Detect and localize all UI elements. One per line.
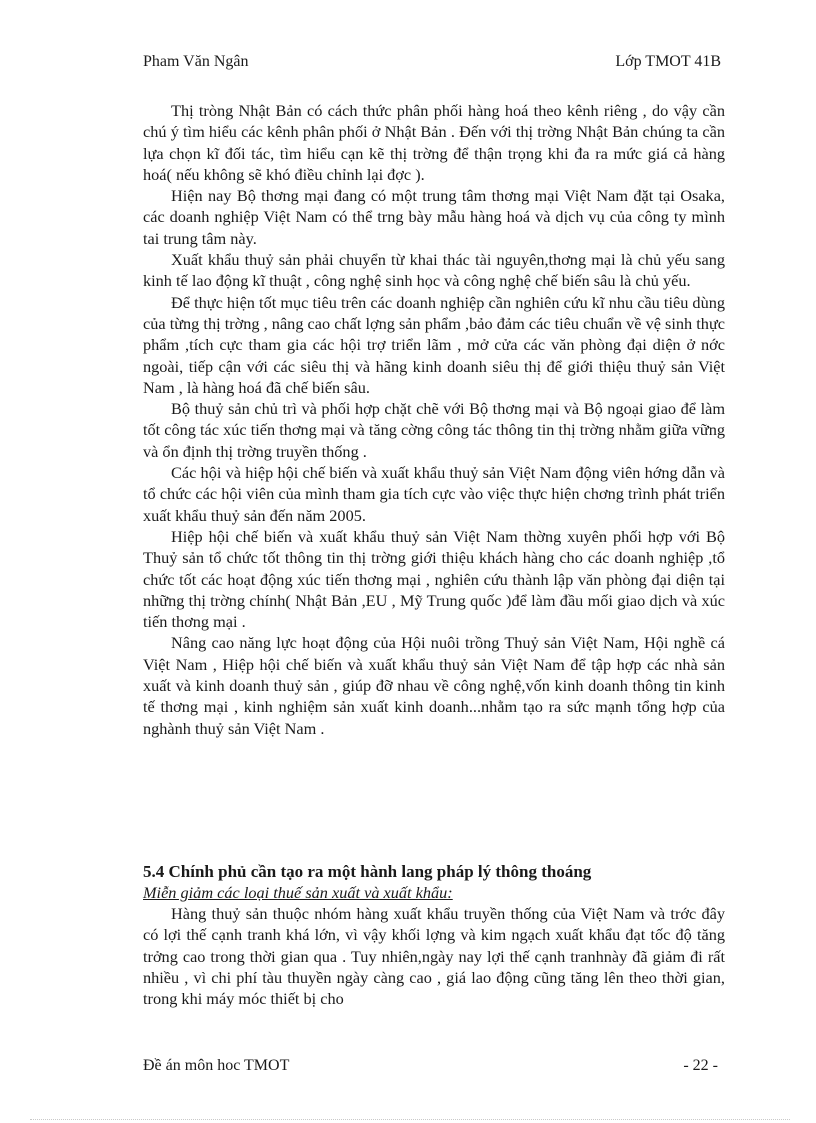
paragraph: Hiện nay Bộ thơng mại đang có một trung tâm thơng mại Việt Nam đặt tại Osaka, các doanh nghiệp Việt Nam có thể trng bày mẫu hàng hoá và dịch vụ của công ty mình tai trung tâm này. (143, 186, 725, 248)
paragraph: Bộ thuỷ sản chủ trì và phối hợp chặt chẽ với Bộ thơng mại và Bộ ngoại giao để làm tốt công tác xúc tiến thơng mại và tăng cờng công tác thông tin thị trờng nhằm giữa vững và ổn định thị trờng truyền thống . (143, 399, 725, 461)
header-author: Pham Văn Ngân (143, 53, 249, 70)
page-bottom-divider (30, 1119, 790, 1120)
page-footer (143, 1056, 721, 1078)
body-text (143, 100, 725, 739)
paragraph: Thị tròng Nhật Bản có cách thức phân phối hàng hoá theo kênh riêng , do vậy cần chú ý tìm hiểu các kênh phân phối ở Nhật Bản . Đến với thị trờng Nhật Bản chúng ta cần lựa chọn kĩ đối tác, tìm hiểu cạn kẽ thị trờng để thận trọng khi đa ra mức giá cả hàng hoá( nếu không sẽ khó điều chỉnh lại đợc ). (143, 101, 725, 184)
section-paragraph: Hàng thuỷ sản thuộc nhóm hàng xuất khẩu truyền thống của Việt Nam và trớc đây có lợi thế cạnh tranh khá lớn, vì vậy khối lợng và kim ngạch xuất khẩu đạt tốc độ tăng trởng cao trong thời gian qua . Tuy nhiên,ngày nay lợi thế cạnh tranhnày đã giảm đi rất nhiều , vì chi phí tàu thuyền ngày càng cao , giá lao động cũng tăng lên theo thời gian, trong khi máy móc thiết bị cho (143, 904, 725, 1009)
paragraph: Hiệp hội chế biến và xuất khẩu thuỷ sản Việt Nam thờng xuyên phối hợp với Bộ Thuỷ sản tổ chức tốt thông tin thị trờng giới thiệu khách hàng cho các doanh nghiệp ,tổ chức tốt các hoạt động xúc tiến thơng mại , nghiên cứu thành lập văn phòng đại diện tại những thị trờng chính( Nhật Bản ,EU , Mỹ Trung quốc )để làm đầu mối giao dịch và xúc tiến thơng mại . (143, 526, 725, 632)
paragraph: Nâng cao năng lực hoạt động của Hội nuôi trồng Thuỷ sản Việt Nam, Hội nghề cá Việt Nam , Hiệp hội chế biến và xuất khẩu thuỷ sản Việt Nam để tập hợp các nhà sản xuất và kinh doanh thuỷ sản , giúp đỡ nhau về công nghệ,vốn kinh doanh thông tin kinh tế thơng mại , kinh nghiệm sản xuất kinh doanh...nhằm tạo ra sức mạnh tổng hợp của nghành thuỷ sản Việt Nam . (143, 633, 725, 738)
page-number: - 22 - (683, 1057, 718, 1074)
section-subheading: Miễn giảm các loại thuế sản xuất và xuất khẩu: (143, 883, 453, 902)
page-header (143, 52, 721, 74)
paragraph: Các hội và hiệp hội chế biến và xuất khẩu thuỷ sản Việt Nam động viên hớng dẫn và tổ chức các hội viên của mình tham gia tích cực vào việc thực hiện chơng trình phát triển xuất khẩu thuỷ sản đến năm 2005. (143, 463, 725, 525)
header-class-label: Lớp TMOT 41B (615, 53, 721, 70)
section-heading: 5.4 Chính phủ cần tạo ra một hành lang pháp lý thông thoáng (143, 862, 592, 881)
paragraph: Để thực hiện tốt mục tiêu trên các doanh nghiệp cần nghiên cứu kĩ nhu cầu tiêu dùng của từng thị trờng , nâng cao chất lợng sản phẩm ,bảo đảm các tiêu chuẩn về vệ sinh thực phẩm ,tích cực tham gia các hội trợ triển lãm , mở cửa các văn phòng đại diện ở nớc ngoài, tiếp cận với các siêu thị và hãng kinh doanh siêu thị để giới thiệu thuỷ sản Việt Nam , là hàng hoá đã chế biến sâu. (143, 292, 725, 397)
section-5-4 (143, 861, 725, 1009)
footer-course: Đề án môn hoc TMOT (143, 1057, 290, 1074)
paragraph: Xuất khẩu thuỷ sản phải chuyển từ khai thác tài nguyên,thơng mại là chủ yếu sang kinh tế lao động kĩ thuật , công nghệ sinh học và công nghệ chế biến sâu là chủ yếu. (143, 250, 725, 291)
